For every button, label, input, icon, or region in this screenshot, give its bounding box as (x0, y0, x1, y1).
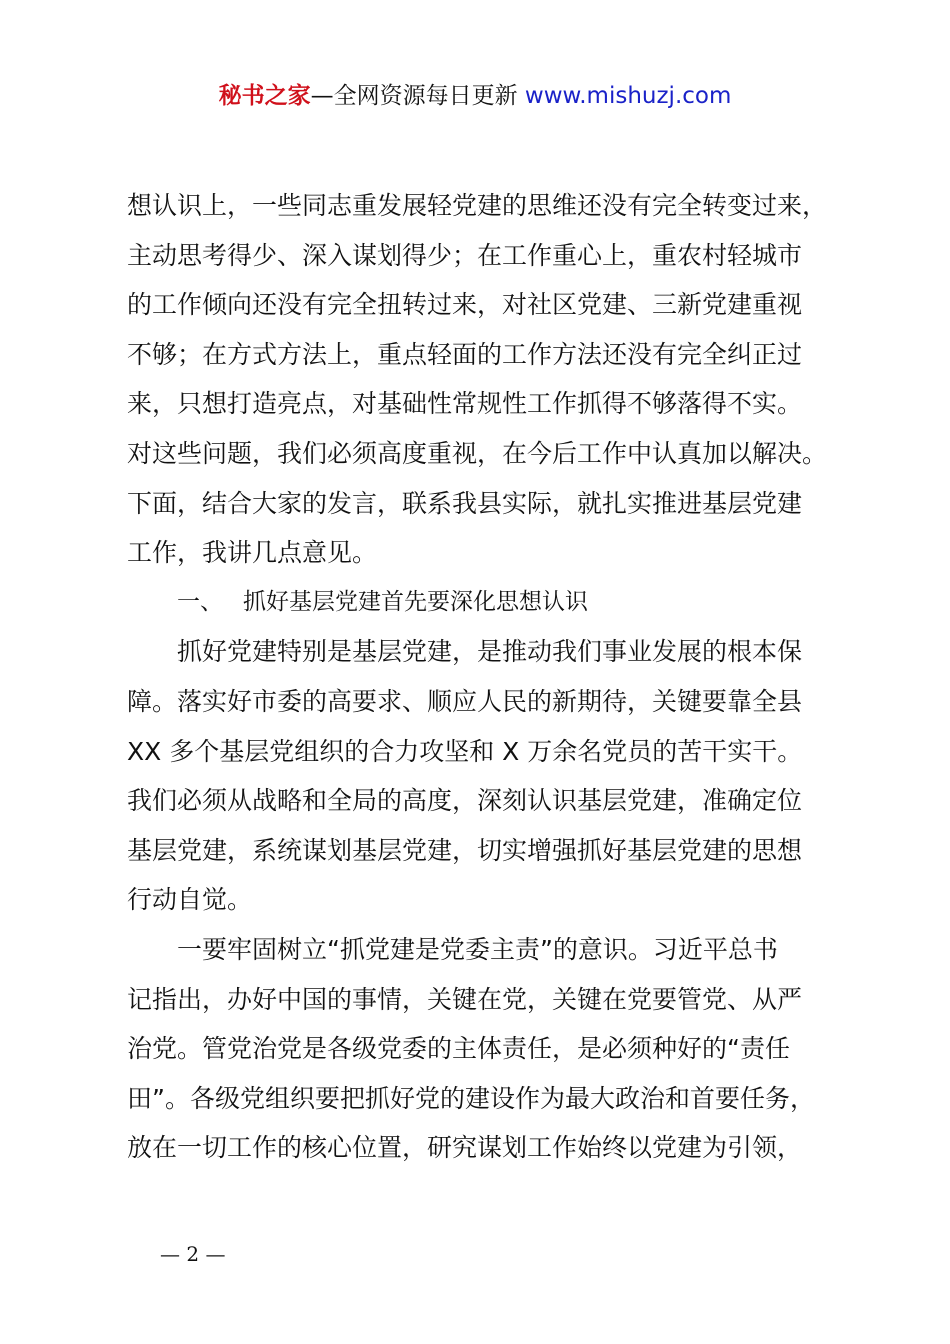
text-line: 行动自觉。 (127, 885, 253, 915)
site-banner (0, 80, 950, 112)
section-number: 一、 (177, 588, 223, 615)
text-line: 主动思考得少、深入谋划得少；在工作重心上，重农村轻城市 (127, 240, 803, 270)
text-line: 田”。各级党组织要把抓好党的建设作为最大政治和首要任务， (127, 1083, 815, 1113)
text-line: 基层党建，系统谋划基层党建，切实增强抓好基层党建的思想 (127, 835, 803, 865)
text-line: 治党。管党治党是各级党委的主体责任，是必须种好的“责任 (127, 1034, 790, 1064)
text-line: 想认识上，一些同志重发展轻党建的思维还没有完全转变过来， (127, 191, 827, 220)
page-number: — 2 — (160, 1242, 226, 1266)
text-line: 下面，结合大家的发言，联系我县实际，就扎实推进基层党建 (127, 488, 803, 518)
text-line: 记指出，办好中国的事情，关键在党，关键在党要管党、从严 (127, 984, 803, 1014)
text-line: 不够；在方式方法上，重点轻面的工作方法还没有完全纠正过 (127, 339, 803, 369)
text-line: XX 多个基层党组织的合力攻坚和 X 万余名党员的苦干实干。 (127, 736, 803, 766)
text-line: 我们必须从战略和全局的高度，深刻认识基层党建，准确定位 (127, 786, 803, 816)
section-heading (127, 578, 827, 628)
paragraph-first-line: 抓好党建特别是基层党建，是推动我们事业发展的根本保 (177, 637, 803, 667)
text-line: 对这些问题，我们必须高度重视，在今后工作中认真加以解决。 (127, 438, 827, 468)
text-line: 的工作倾向还没有完全扭转过来，对社区党建、三新党建重视 (127, 290, 803, 320)
text-line: 来，只想打造亮点，对基础性常规性工作抓得不够落得不实。 (127, 389, 803, 419)
document-body (127, 181, 827, 1173)
site-tagline: —全网资源每日更新 (310, 83, 518, 109)
text-line: 障。落实好市委的高要求、顺应人民的新期待，关键要靠全县 (127, 686, 803, 716)
text-line: 放在一切工作的核心位置，研究谋划工作始终以党建为引领， (127, 1133, 803, 1163)
text-line: 工作，我讲几点意见。 (127, 538, 378, 568)
paragraph-first-line: 一要牢固树立“抓党建是党委主责”的意识。习近平总书 (177, 934, 778, 964)
section-title: 抓好基层党建首先要深化思想认识 (243, 588, 588, 615)
site-url-link[interactable]: www.mishuzj.com (524, 83, 732, 109)
site-brand: 秘书之家 (218, 83, 311, 109)
